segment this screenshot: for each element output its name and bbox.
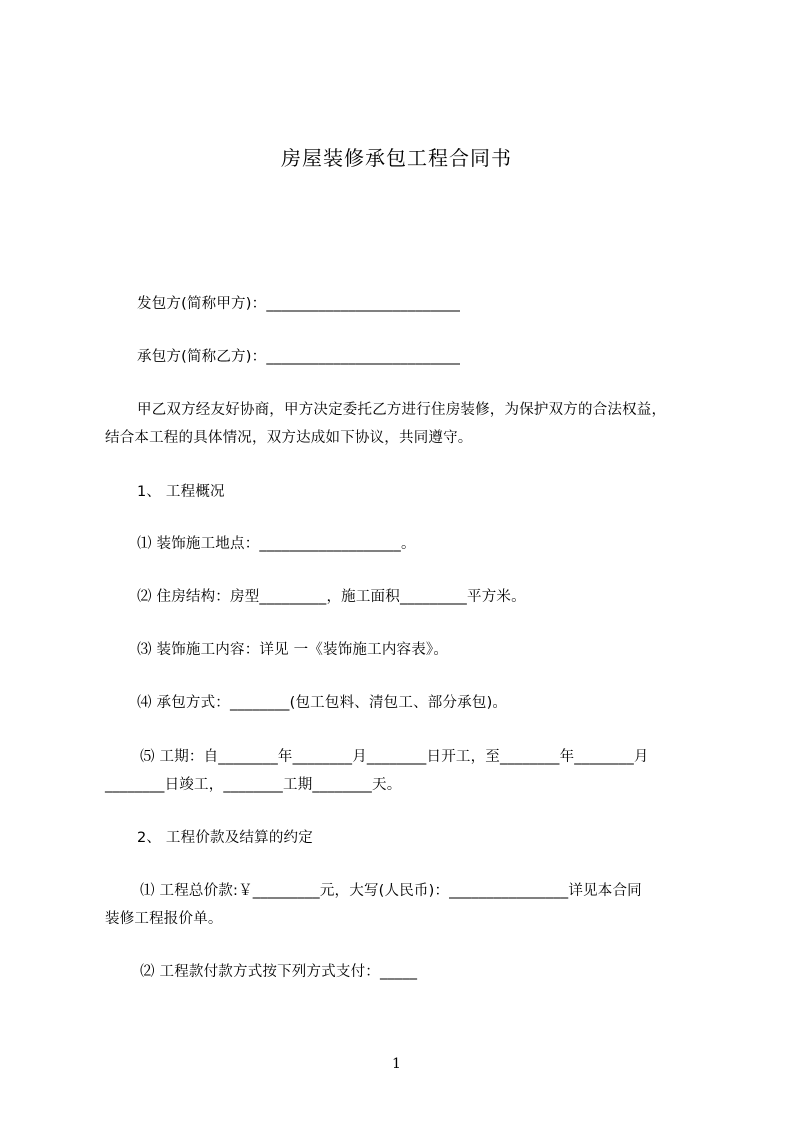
item-structure: ⑵ 住房结构：房型_________，施工面积_________平方米。	[137, 589, 526, 605]
page-number: 1	[392, 1056, 401, 1072]
section-1-heading: 1、 工程概况	[137, 484, 225, 500]
party-a-line: 发包方(简称甲方)：__________________________	[137, 296, 461, 312]
item-schedule-line-2: ________日竣工，________工期________天。	[105, 777, 402, 793]
intro-line-2: 结合本工程的具体情况，双方达成如下协议，共同遵守。	[105, 430, 473, 446]
price-line-1: ⑴ 工程总价款:￥_________元，大写(人民币)：________________详见本合同	[140, 883, 642, 899]
price-line-2: 装修工程报价单。	[105, 911, 223, 927]
item-contract-type: ⑷ 承包方式：________(包工包料、清包工、部分承包)。	[137, 695, 508, 711]
section-2-heading: 2、 工程价款及结算的约定	[137, 830, 313, 846]
document-title: 房屋装修承包工程合同书	[281, 146, 512, 170]
item-content: ⑶ 装饰施工内容：详见 一《装饰施工内容表》。	[137, 642, 449, 658]
party-b-line: 承包方(简称乙方)：__________________________	[137, 349, 461, 365]
item-location: ⑴ 装饰施工地点：___________________。	[137, 536, 416, 552]
payment-line: ⑵ 工程款付款方式按下列方式支付：_____	[140, 964, 418, 980]
intro-line-1: 甲乙双方经友好协商，甲方决定委托乙方进行住房装修，为保护双方的合法权益，	[137, 402, 667, 418]
item-schedule-line-1: ⑸ 工期：自________年________月________日开工，至________年________月	[140, 749, 649, 765]
